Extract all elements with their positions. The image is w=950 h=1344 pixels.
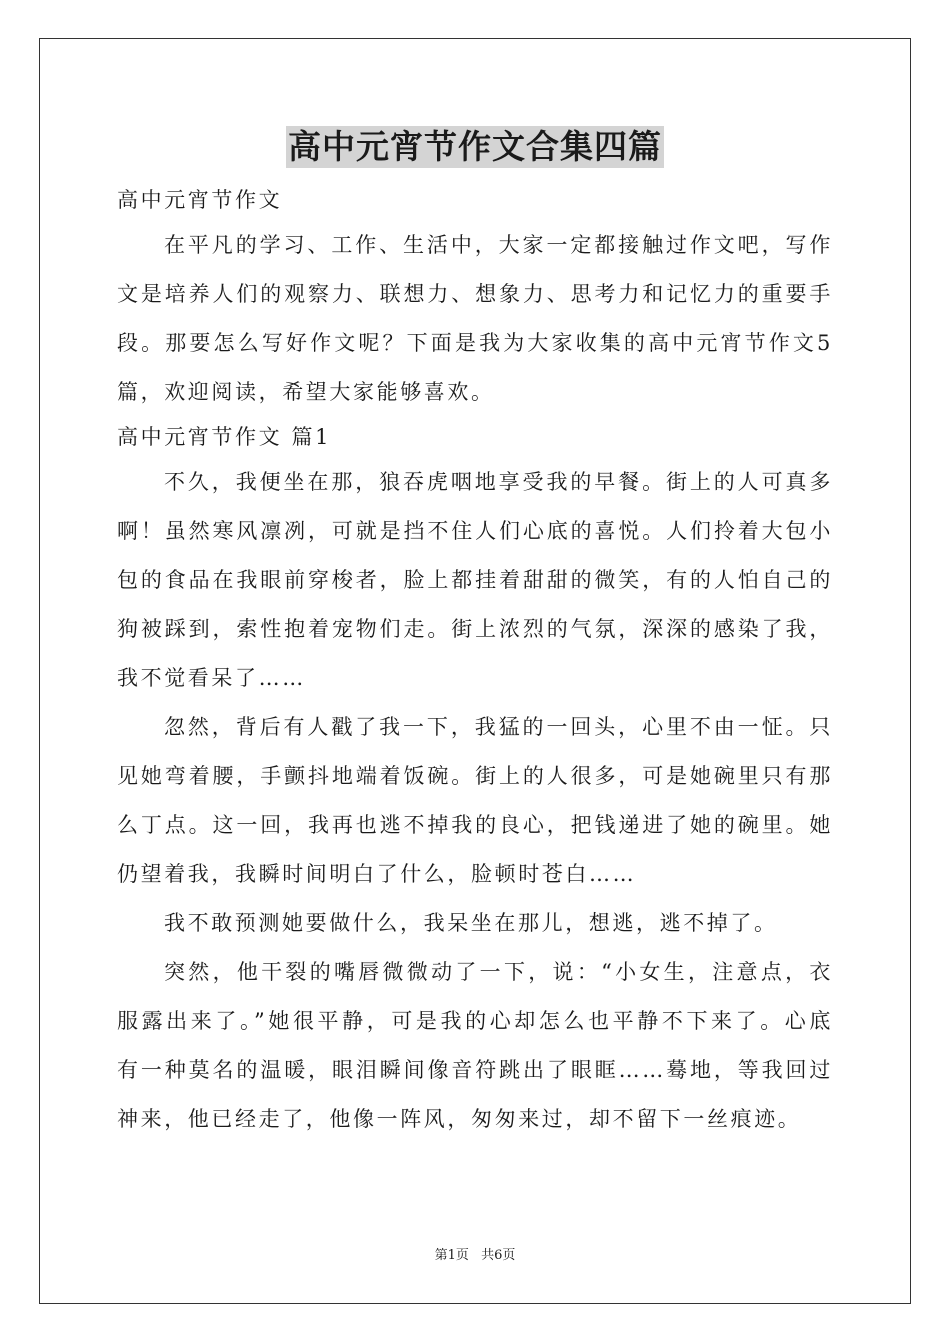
page-number: 第1页: [434, 1248, 469, 1263]
text-line: 有一种莫名的温暖，眼泪瞬间像音符跳出了眼眶……蓦地，等我回过: [117, 1058, 833, 1082]
text-line: 服露出来了。”她很平静，可是我的心却怎么也平静不下来了。心底: [117, 1009, 833, 1033]
subtitle: 高中元宵节作文: [117, 188, 283, 212]
document-title: 高中元宵节作文合集四篇: [288, 127, 662, 166]
text-line: 突然，他干裂的嘴唇微微动了一下，说：“小女生，注意点，衣: [164, 960, 833, 984]
text-line: 狗被踩到，索性抱着宠物们走。街上浓烈的气氛，深深的感染了我，: [117, 617, 833, 641]
page-footer: [0, 1246, 950, 1266]
text-line: 么丁点。这一回，我再也逃不掉我的良心，把钱递进了她的碗里。她: [117, 813, 833, 837]
text-line: 不久，我便坐在那，狼吞虎咽地享受我的早餐。街上的人可真多: [164, 470, 833, 494]
text-line: 在平凡的学习、工作、生活中，大家一定都接触过作文吧，写作: [164, 233, 833, 257]
text-line: 见她弯着腰，手颤抖地端着饭碗。街上的人很多，可是她碗里只有那: [117, 764, 833, 788]
text-line: 篇，欢迎阅读，希望大家能够喜欢。: [117, 380, 495, 404]
text-line: 包的食品在我眼前穿梭者，脸上都挂着甜甜的微笑，有的人怕自己的: [117, 568, 833, 592]
text-line: 我不敢预测她要做什么，我呆坐在那儿，想逃，逃不掉了。: [164, 911, 778, 935]
text-line: 啊！虽然寒风凛冽，可就是挡不住人们心底的喜悦。人们拎着大包小: [117, 519, 833, 543]
text-line: 文是培养人们的观察力、联想力、想象力、思考力和记忆力的重要手: [117, 282, 833, 306]
document-body: [117, 180, 833, 1144]
paragraph-2: [117, 703, 833, 899]
title-wrap: [0, 126, 950, 168]
section-heading: 高中元宵节作文 篇1: [117, 425, 332, 449]
page-total: 共6页: [481, 1248, 516, 1263]
intro-paragraph: [117, 221, 833, 417]
paragraph-3: [117, 899, 833, 948]
text-line: 神来，他已经走了，他像一阵风，匆匆来过，却不留下一丝痕迹。: [117, 1107, 802, 1131]
text-line: 我不觉看呆了……: [117, 666, 306, 690]
text-line: 仍望着我，我瞬时间明白了什么，脸顿时苍白……: [117, 862, 637, 886]
text-line: 段。那要怎么写好作文呢？下面是我为大家收集的高中元宵节作文5: [117, 331, 833, 355]
paragraph-4: [117, 948, 833, 1144]
paragraph-1: [117, 458, 833, 703]
text-line: 忽然，背后有人戳了我一下，我猛的一回头，心里不由一怔。只: [164, 715, 833, 739]
